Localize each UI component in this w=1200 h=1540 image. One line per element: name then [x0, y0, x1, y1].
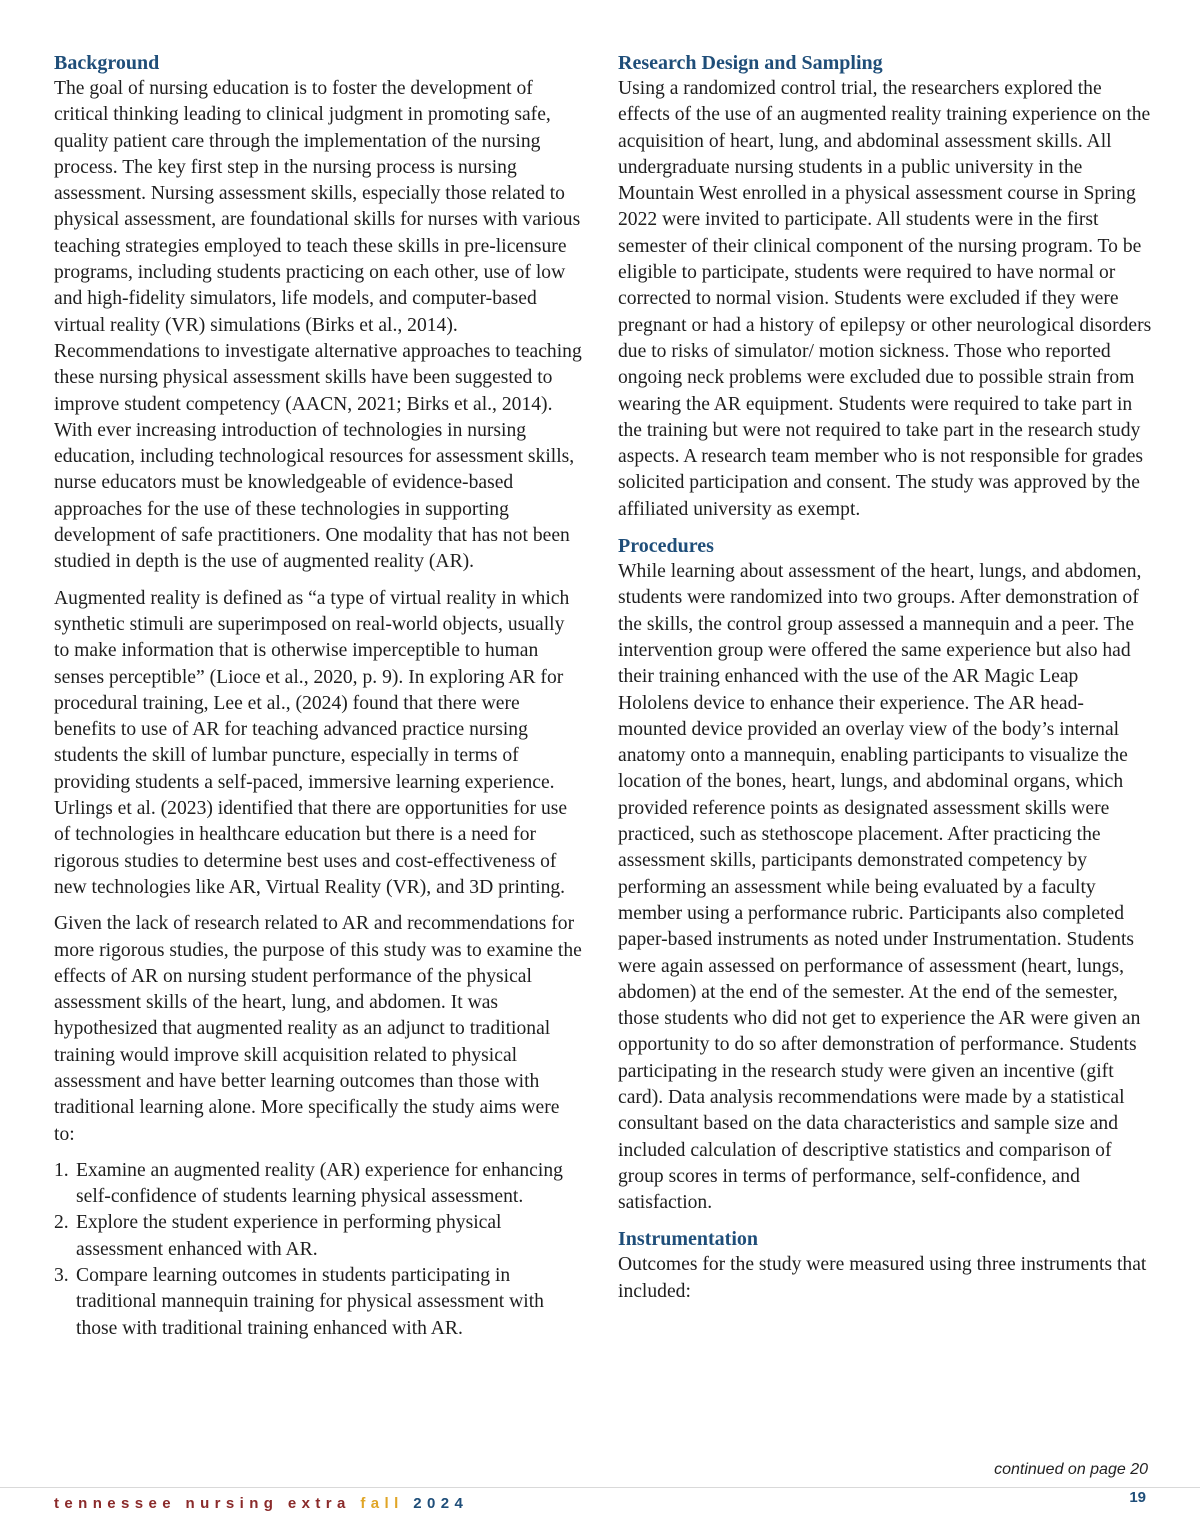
study-aim-text: Examine an augmented reality (AR) experience for enhancing self-confidence of students learning physical assessment. [76, 1159, 563, 1208]
study-aim-text: Explore the student experience in performing physical assessment enhanced with AR. [76, 1212, 502, 1260]
study-aims-list [54, 1158, 584, 1342]
research-design-text: Using a randomized control trial, the researchers explored the effects of the use of an augmented reality training experience on the acquisition of heart, lung, and abdominal assessment skills. All undergraduate nursing students in a public university in the Mountain West enrolled in a physical assessment course in Spring 2022 were invited to participate. All students were in the first semester of their clinical component of the nursing program. To be eligible to participate, students were required to have normal or corrected to normal vision. Students were excluded if they were pregnant or had a history of epilepsy or other neurological disorders due to risks of simulator/ motion sickness. Those who reported ongoing neck problems were excluded due to possible strain from wearing the AR equipment. Students were required to take part in the training but were not required to take part in the research study aspects. A research team member who is not responsible for grades solicited participation and consent. The study was approved by the affiliated university as exempt. [618, 78, 1152, 520]
study-aim-number: 3. [54, 1265, 69, 1287]
footer-brand: tennessee nursing extra [54, 1495, 351, 1512]
instrumentation-heading: Instrumentation [618, 1228, 759, 1251]
page-number: 19 [1129, 1489, 1146, 1506]
procedures-text: While learning about assessment of the heart, lungs, and abdomen, students were randomized into two groups. After demonstration of the skills, the control group assessed a mannequin and a peer. The intervention group were offered the same experience but also had their training enhanced with the use of the AR Magic Leap Hololens device to enhance their experience. The AR head-mounted device provided an overlay view of the body’s internal anatomy onto a mannequin, enabling participants to visualize the location of the bones, heart, lungs, and abdominal organs, which provided reference points as designated assessment skills were practiced, such as stethoscope placement. After practicing the assessment skills, participants demonstrated competency by performing an assessment while being evaluated by a faculty member using a performance rubric. Participants also completed paper-based instruments as noted under Instrumentation. Students were again assessed on performance of assessment (heart, lungs, abdomen) at the end of the semester. At the end of the semester, those students who did not get to experience the AR were given an opportunity to do so after demonstration of performance. Students participating in the research study were given an incentive (gift card). Data analysis recommendations were made by a statistical consultant based on the data characteristics and sample size and included calculation of descriptive statistics and comparison of group scores in terms of performance, self-confidence, and satisfaction. [618, 561, 1142, 1214]
study-aim-number: 2. [54, 1212, 69, 1234]
left-column [54, 50, 584, 1352]
research-design-section [618, 50, 1152, 523]
procedures-heading: Procedures [618, 535, 714, 558]
footer-season: fall [360, 1495, 404, 1512]
footer-year: 2024 [413, 1495, 469, 1512]
study-aim-number: 1. [54, 1159, 69, 1181]
instrumentation-section [618, 1226, 1152, 1305]
right-column [618, 50, 1152, 1315]
background-paragraph-3: Given the lack of research related to AR and recommendations for more rigorous studies, the purpose of this study was to examine the effects of AR on nursing student performance of the physical assessment skills of the heart, lung, and abdomen. It was hypothesized that augmented reality as an adjunct to traditional training would improve skill acquisition related to physical assessment and have better learning outcomes than those with traditional learning alone. More specifically the study aims were to: [54, 913, 582, 1145]
research-design-heading: Research Design and Sampling [618, 52, 883, 74]
footer-publication [54, 1495, 468, 1512]
background-paragraph-1: The goal of nursing education is to foster the development of critical thinking leading to clinical judgment in promoting safe, quality patient care through the implementation of the nursing process. The key first step in the nursing process is nursing assessment. Nursing assessment skills, especially those related to physical assessment, are foundational skills for nurses with various teaching strategies employed to teach these skills in pre-licensure programs, including students practicing on each other, use of low and high-fidelity simulators, life models, and computer-based virtual reality (VR) simulations (Birks et al., 2014). Recommendations to investigate alternative approaches to teaching these nursing physical assessment skills have been suggested to improve student competency (AACN, 2021; Birks et al., 2014). With ever increasing introduction of technologies in nursing education, including technological resources for assessment skills, nurse educators must be knowledgeable of evidence-based approaches for the use of these technologies in supporting development of safe practitioners. One modality that has not been studied in depth is the use of augmented reality (AR). [54, 78, 582, 573]
instrumentation-text: Outcomes for the study were measured using three instruments that included: [618, 1254, 1147, 1302]
study-aim-item [54, 1158, 584, 1211]
background-section [54, 50, 584, 1342]
continued-note: continued on page 20 [994, 1461, 1148, 1478]
study-aim-item [54, 1210, 584, 1263]
background-paragraph-2: Augmented reality is defined as “a type of virtual reality in which synthetic stimuli are superimposed on real-world objects, usually to make information that is otherwise imperceptible to human senses perceptible” (Lioce et al., 2020, p. 9). In exploring AR for procedural training, Lee et al., (2024) found that there were benefits to use of AR for teaching advanced practice nursing students the skill of lumbar puncture, especially in terms of providing students a self-paced, immersive learning experience. Urlings et al. (2023) identified that there are opportunities for use of technologies in healthcare education but there is a need for rigorous studies to determine best uses and cost-effectiveness of new technologies like AR, Virtual Reality (VR), and 3D printing. [54, 587, 570, 898]
background-heading: Background [54, 52, 160, 74]
footer-divider [0, 1487, 1200, 1488]
procedures-section [618, 533, 1152, 1216]
study-aim-item [54, 1263, 584, 1342]
study-aim-text: Compare learning outcomes in students participating in traditional mannequin training for physical assessment with those with traditional training enhanced with AR. [76, 1265, 544, 1339]
